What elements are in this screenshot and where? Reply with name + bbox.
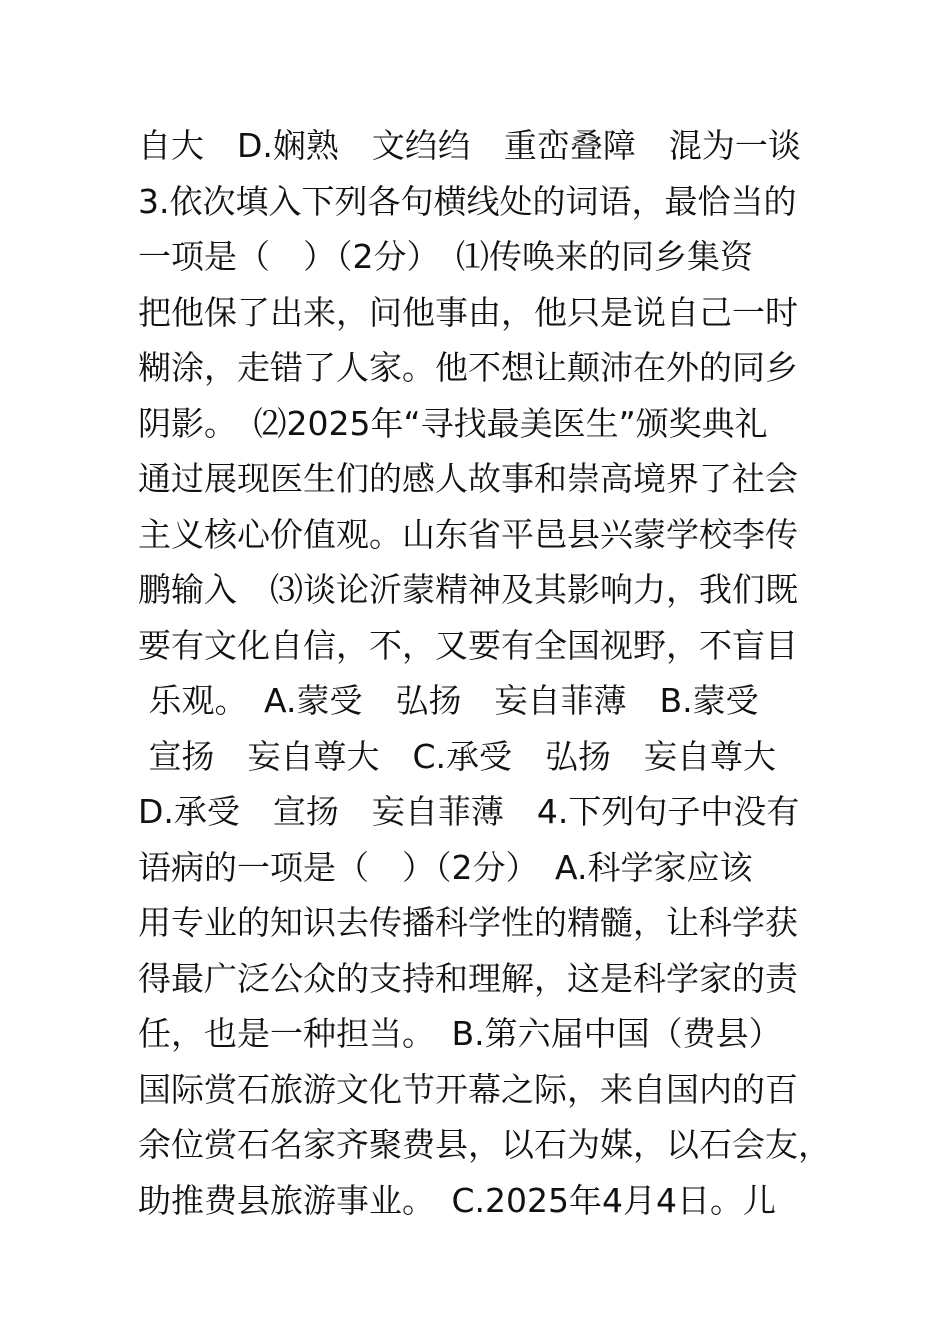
text-line: 语病的一项是（ ）（2分） A.科学家应该: [138, 847, 753, 887]
text-line: D.承受 宣扬 妄自菲薄 4.下列句子中没有: [138, 792, 800, 831]
text-line: 用专业的知识去传播科学性的精髓，让科学获: [138, 903, 798, 942]
text-line: 乐观。 A.蒙受 弘扬 妄自菲薄 B.蒙受: [138, 681, 759, 720]
text-line: 一项是（ ）（2分） ⑴传唤来的同乡集资: [138, 237, 753, 276]
text-line: 自大 D.娴熟 文绉绉 重峦叠障 混为一谈: [138, 126, 801, 165]
text-line: 助推费县旅游事业。 C.2025年4月4日。儿: [138, 1180, 777, 1220]
text-line: 把他保了出来，问他事由，他只是说自己一时: [138, 292, 798, 332]
text-line: 糊涂，走错了人家。他不想让颠沛在外的同乡: [138, 348, 798, 387]
text-line: 任，也是一种担当。 B.第六届中国（费县）: [138, 1014, 782, 1053]
text-line: 阴影。 ⑵2025年“寻找最美医生”颁奖典礼: [138, 403, 768, 443]
text-line: 3.依次填入下列各句横线处的词语，最恰当的: [138, 181, 797, 221]
text-line: 鹏输入 ⑶谈论沂蒙精神及其影响力，我们既: [138, 570, 798, 609]
text-line: 国际赏石旅游文化节开幕之际，来自国内的百: [138, 1069, 798, 1109]
text-line: 要有文化自信，不，又要有全国视野，不盲目: [138, 625, 798, 665]
text-line: 得最广泛公众的支持和理解，这是科学家的责: [138, 958, 798, 998]
text-line: 通过展现医生们的感人故事和崇高境界了社会: [138, 459, 798, 498]
text-line: 余位赏石名家齐聚费县，以石为媒，以石会友，: [138, 1125, 831, 1164]
text-line: 主义核心价值观。山东省平邑县兴蒙学校李传: [138, 514, 798, 554]
text-line: 宣扬 妄自尊大 C.承受 弘扬 妄自尊大: [138, 736, 777, 776]
document-body-text: [138, 118, 838, 1228]
